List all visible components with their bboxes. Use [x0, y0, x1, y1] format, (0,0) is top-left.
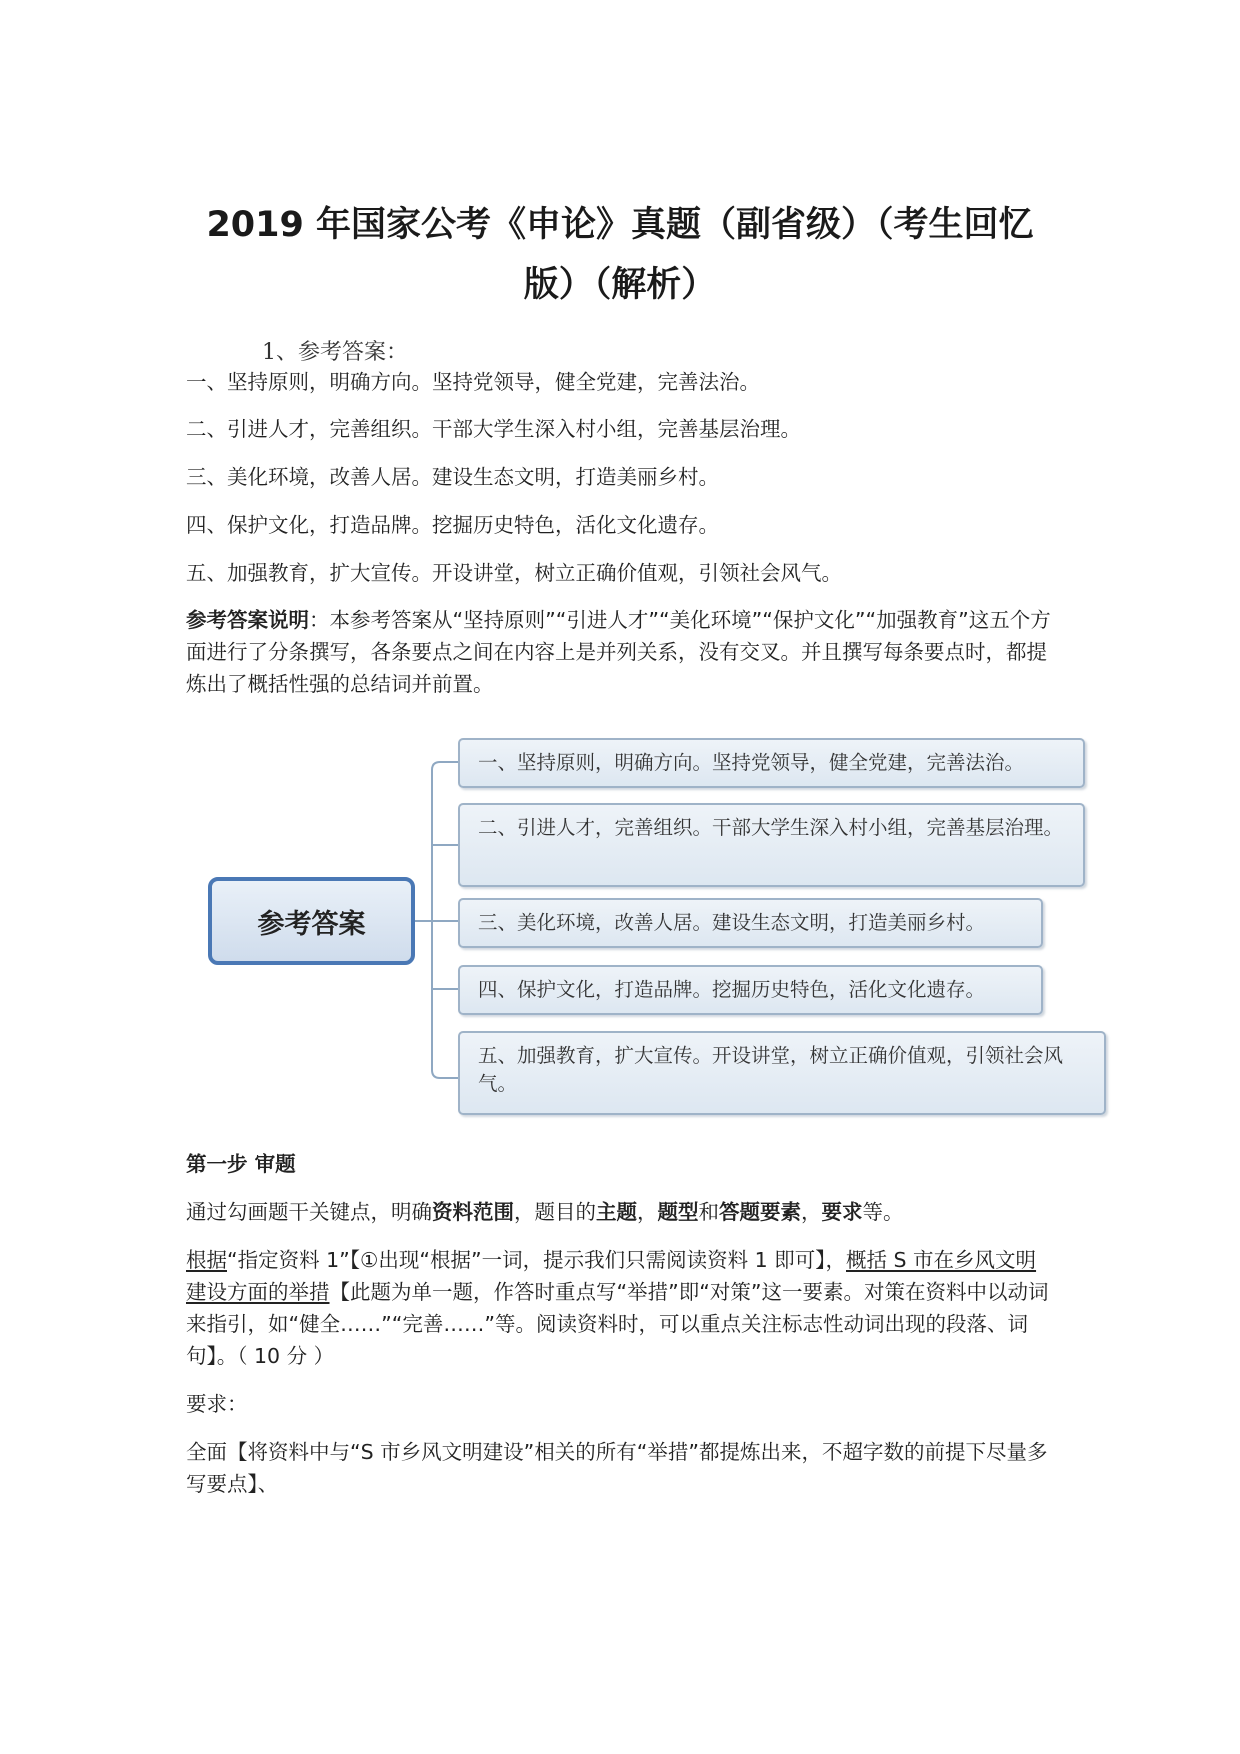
intro-text-2: ，题目的 — [514, 1200, 596, 1224]
intro-text-1: 通过勾画题干关键点，明确 — [186, 1200, 432, 1224]
question-text — [186, 1244, 1056, 1372]
requirement-keyword: 全面 — [186, 1440, 227, 1464]
mind-map-node-2: 二、引进人才，完善组织。干部大学生深入村小组，完善基层治理。 — [458, 803, 1085, 887]
requirement-text — [186, 1436, 1056, 1500]
intro-keyword-5: 要求 — [821, 1200, 863, 1224]
mind-map-node-5: 五、加强教育，扩大宣传。开设讲堂，树立正确价值观，引领社会风气。 — [458, 1031, 1106, 1115]
requirement-label: 要求： — [186, 1392, 248, 1416]
question-note-2: 【此题为单一题，作答时重点写“举措”即“对策”这一要素。对策在资料中以动词来指引，如“健全……”“完善……”等。阅读资料时，可以重点关注标志性动词出现的段落、词句】。（ 10 分 ） — [186, 1280, 1049, 1368]
intro-text-4: 和 — [698, 1200, 719, 1224]
answer-item-2: 二、引进人才，完善组织。干部大学生深入村小组，完善基层治理。 — [186, 417, 801, 441]
title-line-2: 版）（解析） — [523, 265, 717, 305]
mind-map-node-1: 一、坚持原则，明确方向。坚持党领导，健全党建，完善法治。 — [458, 738, 1085, 788]
question-underlined-2: 概括 S 市在乡风文明建设方面的举措 — [186, 1248, 1037, 1304]
requirement-note: 【将资料中与“S 市乡风文明建设”相关的所有“举措”都提炼出来，不超字数的前提下尽量多写要点】、 — [186, 1440, 1048, 1496]
answer-item-4: 四、保护文化，打造品牌。挖掘历史特色，活化文化遗存。 — [186, 513, 719, 537]
mind-map-root: 参考答案 — [208, 877, 415, 965]
question-note-1: “指定资料 1”【①出现“根据”一词，提示我们只需阅读资料 1 即可】， — [227, 1248, 846, 1272]
mind-map-node-3: 三、美化环境，改善人居。建设生态文明，打造美丽乡村。 — [458, 898, 1043, 948]
explanation-text: ：本参考答案从“坚持原则”“引进人才”“美化环境”“保护文化”“加强教育”这五个方面进行了分条撰写，各条要点之间在内容上是并列关系，没有交叉。并且撰写每条要点时，都提炼出了概括性强的总结词并前置。 — [186, 608, 1051, 696]
explanation-label: 参考答案说明 — [186, 608, 309, 632]
answer-item-1: 一、坚持原则，明确方向。坚持党领导，健全党建，完善法治。 — [186, 370, 760, 394]
intro-text-3: ， — [637, 1200, 658, 1224]
intro-keyword-1: 资料范围 — [432, 1200, 514, 1224]
question-underlined-1: 根据 — [186, 1248, 227, 1272]
answer-item-5: 五、加强教育，扩大宣传。开设讲堂，树立正确价值观，引领社会风气。 — [186, 561, 842, 585]
step1-heading: 第一步 审题 — [186, 1152, 296, 1176]
answer-item-3: 三、美化环境，改善人居。建设生态文明，打造美丽乡村。 — [186, 465, 719, 489]
title-line-1: 2019 年国家公考《申论》真题（副省级）（考生回忆 — [206, 205, 1034, 245]
intro-keyword-3: 题型 — [657, 1200, 699, 1224]
intro-text-5: ， — [801, 1200, 822, 1224]
intro-keyword-2: 主题 — [596, 1200, 637, 1224]
intro-keyword-4: 答题要素 — [719, 1200, 801, 1224]
answer-subheading: 1、参考答案： — [262, 340, 408, 365]
intro-text-6: 等。 — [862, 1200, 904, 1224]
step1-intro — [186, 1196, 1056, 1228]
mind-map-node-4: 四、保护文化，打造品牌。挖掘历史特色，活化文化遗存。 — [458, 965, 1043, 1015]
